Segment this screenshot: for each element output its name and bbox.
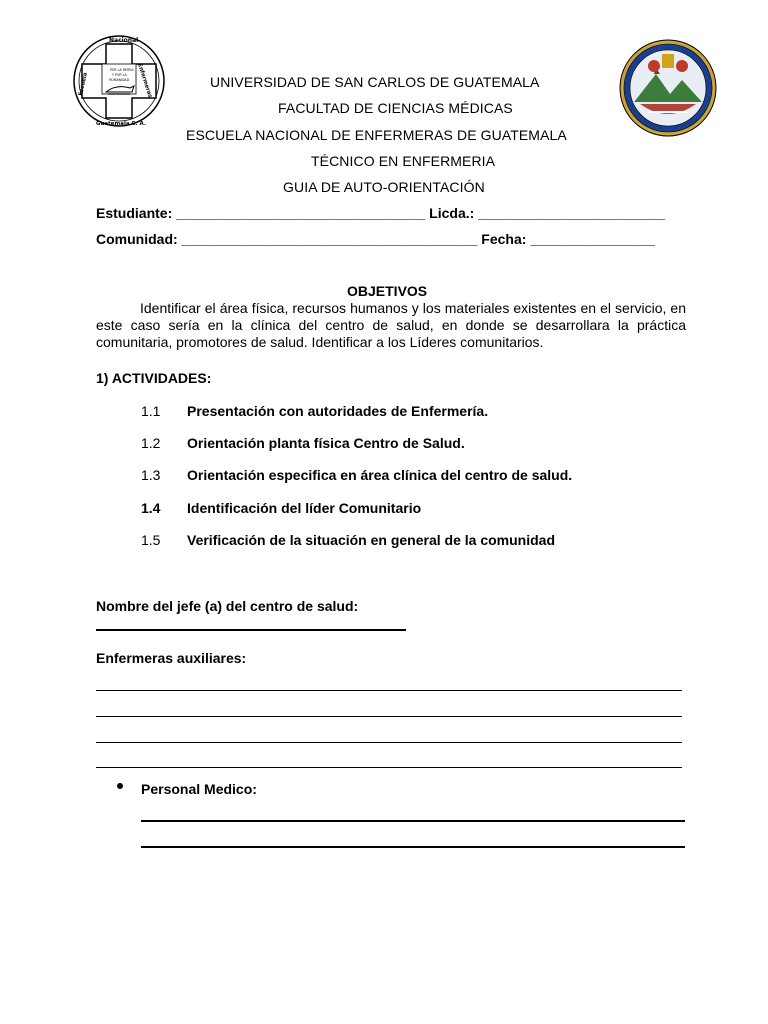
objectives-text: Identificar el área física, recursos humanos y los materiales existentes en el servicio, en este caso sería en la clínica del centro de salud, en donde se desarrollara la práctica comunitaria, promotores de salud. Identificar a los Líderes comunitarios. — [96, 300, 686, 350]
student-field-line[interactable]: Estudiante: ________________________________ Licda.: ________________________ — [96, 205, 666, 221]
chief-label: Nombre del jefe (a) del centro de salud: — [96, 598, 359, 614]
logo-left-right-text: Enfermeras — [136, 62, 153, 99]
logo-left-bottom-text: Guatemala C. A. — [96, 121, 146, 127]
activity-item: Verificación de la situación en general de la comunidad — [187, 532, 555, 548]
activity-number: 1.4 — [141, 500, 161, 516]
header-line-5: GUIA DE AUTO-ORIENTACIÓN — [283, 179, 485, 195]
bullet-icon — [117, 783, 123, 789]
chief-answer-line[interactable] — [96, 629, 406, 631]
nurses-answer-line[interactable] — [96, 767, 682, 768]
header-line-4: TÉCNICO EN ENFERMERIA — [311, 153, 496, 169]
logo-left-top-text: Nacional — [109, 37, 139, 44]
medical-answer-line[interactable] — [141, 846, 685, 848]
objectives-title: OBJETIVOS — [347, 283, 428, 299]
logo-left-left-text: Escuela — [78, 72, 89, 97]
activities-title: 1) ACTIVIDADES: — [96, 370, 212, 386]
header-line-1: UNIVERSIDAD DE SAN CARLOS DE GUATEMALA — [210, 74, 540, 90]
activity-number: 1.2 — [141, 435, 161, 451]
nurses-answer-line[interactable] — [96, 742, 682, 743]
medical-label: Personal Medico: — [141, 781, 257, 797]
svg-text:POR LA PATRIA: POR LA PATRIA — [110, 68, 134, 72]
nursing-school-seal-logo — [72, 34, 166, 128]
activity-item: Orientación planta física Centro de Salud. — [187, 435, 465, 451]
activity-number: 1.3 — [141, 467, 161, 483]
svg-text:HUMANIDAD: HUMANIDAD — [109, 78, 130, 82]
activity-number: 1.1 — [141, 403, 161, 419]
svg-text:Y POR LA: Y POR LA — [112, 73, 127, 77]
university-seal-logo — [618, 38, 718, 138]
nurses-answer-line[interactable] — [96, 690, 682, 691]
header-line-2: FACULTAD DE CIENCIAS MÉDICAS — [278, 100, 513, 116]
nurses-answer-line[interactable] — [96, 716, 682, 717]
header-line-3: ESCUELA NACIONAL DE ENFERMERAS DE GUATEMALA — [186, 127, 567, 143]
activity-item: Presentación con autoridades de Enfermería. — [187, 403, 489, 419]
activity-item: Orientación especifica en área clínica del centro de salud. — [187, 467, 573, 483]
activity-number: 1.5 — [141, 532, 161, 548]
nurses-label: Enfermeras auxiliares: — [96, 650, 247, 666]
community-field-line[interactable]: Comunidad: ______________________________________ Fecha: ________________ — [96, 231, 655, 247]
medical-answer-line[interactable] — [141, 820, 685, 822]
activity-item: Identificación del líder Comunitario — [187, 500, 422, 516]
